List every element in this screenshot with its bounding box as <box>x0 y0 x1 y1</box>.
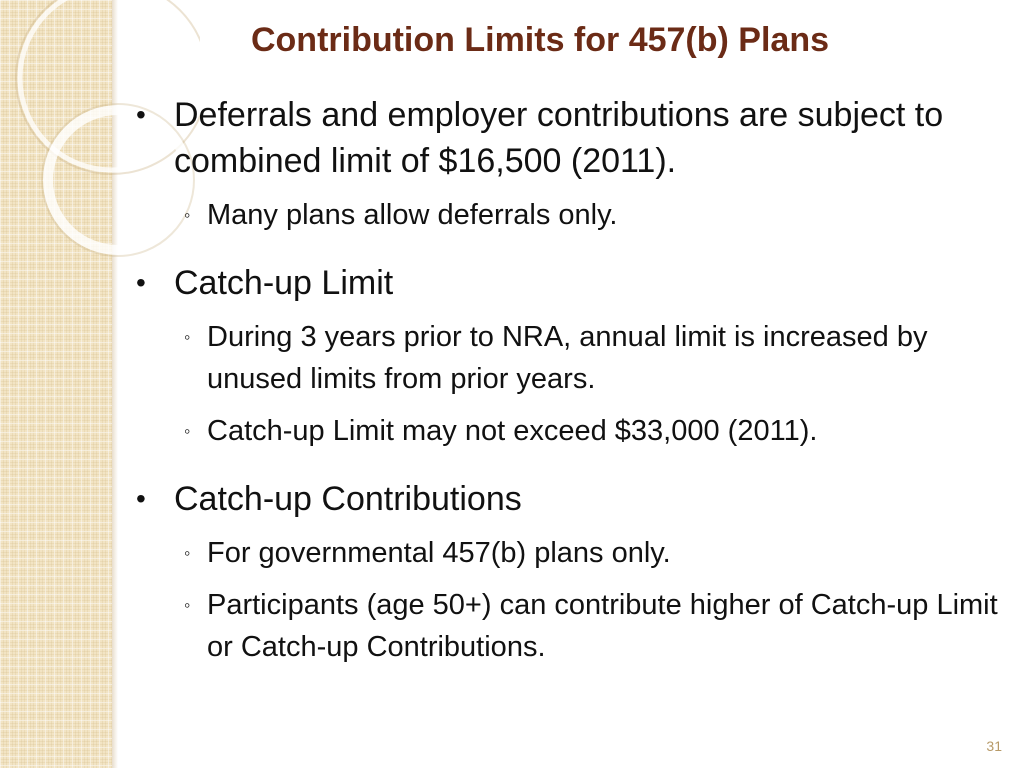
bullet-item <box>130 92 1000 184</box>
sub-bullet-text: Catch-up Limit may not exceed $33,000 (2011). <box>207 415 818 447</box>
sub-bullet-item <box>130 410 1000 452</box>
sub-bullet-text: Participants (age 50+) can contribute higher of Catch-up Limit or Catch-up Contributions. <box>207 589 998 663</box>
slide-content <box>130 92 1000 668</box>
sub-bullet-item <box>130 584 1000 668</box>
sub-bullet-marker: ◦ <box>184 595 191 615</box>
bullet-item <box>130 260 1000 306</box>
sub-bullet-marker: ◦ <box>184 327 191 347</box>
sub-bullet-item <box>130 316 1000 400</box>
sub-bullet-item <box>130 532 1000 574</box>
bullet-text: Catch-up Limit <box>174 264 394 302</box>
bullet-item <box>130 476 1000 522</box>
bullet-marker: • <box>136 483 146 514</box>
sub-bullet-text: Many plans allow deferrals only. <box>207 199 618 231</box>
sub-bullet-marker: ◦ <box>184 421 191 441</box>
slide-title: Contribution Limits for 457(b) Plans <box>250 21 830 59</box>
bullet-marker: • <box>136 99 146 130</box>
sub-bullet-item <box>130 194 1000 236</box>
bullet-text: Catch-up Contributions <box>174 480 522 518</box>
slide-number: 31 <box>986 738 1002 754</box>
sub-bullet-marker: ◦ <box>184 543 191 563</box>
bullet-marker: • <box>136 267 146 298</box>
sub-bullet-text: During 3 years prior to NRA, annual limit is increased by unused limits from prior years. <box>207 321 928 395</box>
sub-bullet-marker: ◦ <box>184 205 191 225</box>
sub-bullet-text: For governmental 457(b) plans only. <box>207 537 671 569</box>
bullet-text: Deferrals and employer contributions are subject to combined limit of $16,500 (2011). <box>174 96 944 180</box>
